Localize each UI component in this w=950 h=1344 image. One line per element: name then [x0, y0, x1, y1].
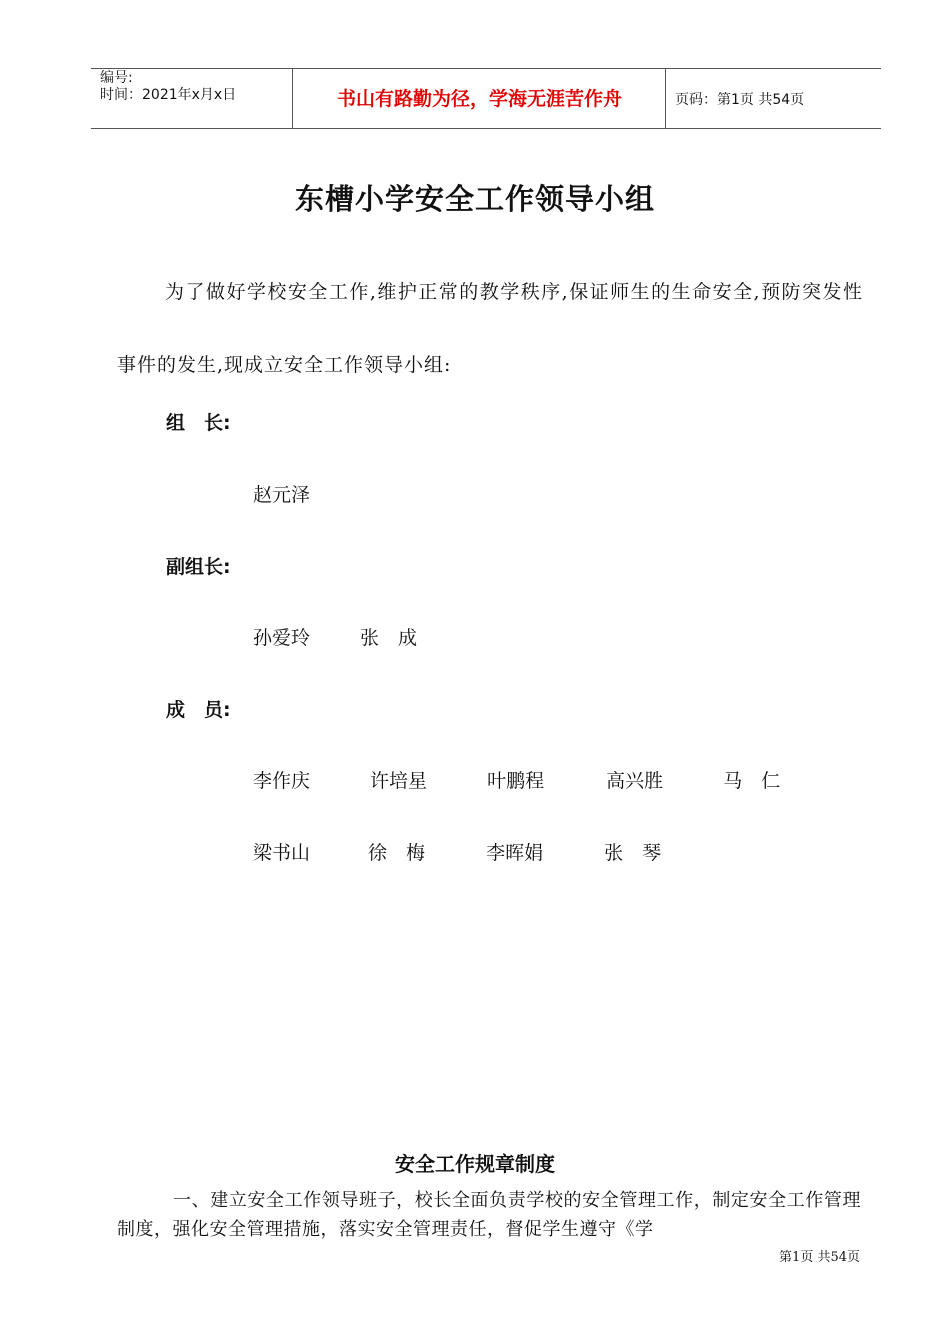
member-name: 高兴胜 — [606, 770, 664, 792]
member-name: 李晖娟 — [486, 842, 544, 864]
members-label: 成 员: — [166, 699, 231, 721]
member-name: 叶鹏程 — [487, 770, 545, 792]
member-name: 许培星 — [370, 770, 428, 792]
member-name: 徐 梅 — [368, 842, 426, 864]
leader-label: 组 长: — [166, 412, 231, 434]
page-footer: 第1页 共54页 — [779, 1250, 860, 1265]
header-meta — [100, 70, 290, 104]
leader-name: 赵元泽 — [253, 484, 311, 506]
header-bottom-rule — [91, 128, 881, 129]
members-row-1 — [253, 766, 780, 793]
deputy-names — [253, 623, 417, 650]
deputy-name: 张 成 — [360, 627, 418, 649]
member-name: 马 仁 — [723, 770, 781, 792]
intro-paragraph: 为了做好学校安全工作,维护正常的教学秩序,保证师生的生命安全,预防突发性事件的发生,现成立安全工作领导小组: — [117, 281, 863, 376]
header-number: 编号: — [100, 70, 133, 86]
deputy-label: 副组长: — [166, 556, 231, 578]
document-title: 东槽小学安全工作领导小组 — [294, 182, 655, 216]
header-time: 时间：2021年x月x日 — [100, 87, 237, 103]
members-row-2 — [253, 838, 661, 865]
rules-paragraph: 一、建立安全工作领导班子，校长全面负责学校的安全管理工作，制定安全工作管理制度，强化安全管理措施，落实安全管理责任，督促学生遵守《学 — [117, 1190, 861, 1240]
rules-title: 安全工作规章制度 — [395, 1152, 555, 1176]
deputy-name: 孙爱玲 — [253, 627, 311, 649]
header-top-rule — [91, 68, 881, 69]
member-name: 李作庆 — [253, 770, 311, 792]
header-motto: 书山有路勤为径，学海无涯苦作舟 — [336, 88, 622, 110]
leader-names — [253, 480, 310, 507]
member-name: 梁书山 — [253, 842, 311, 864]
member-name: 张 琴 — [604, 842, 662, 864]
header-page-info: 页码：第1页 共54页 — [675, 92, 805, 108]
